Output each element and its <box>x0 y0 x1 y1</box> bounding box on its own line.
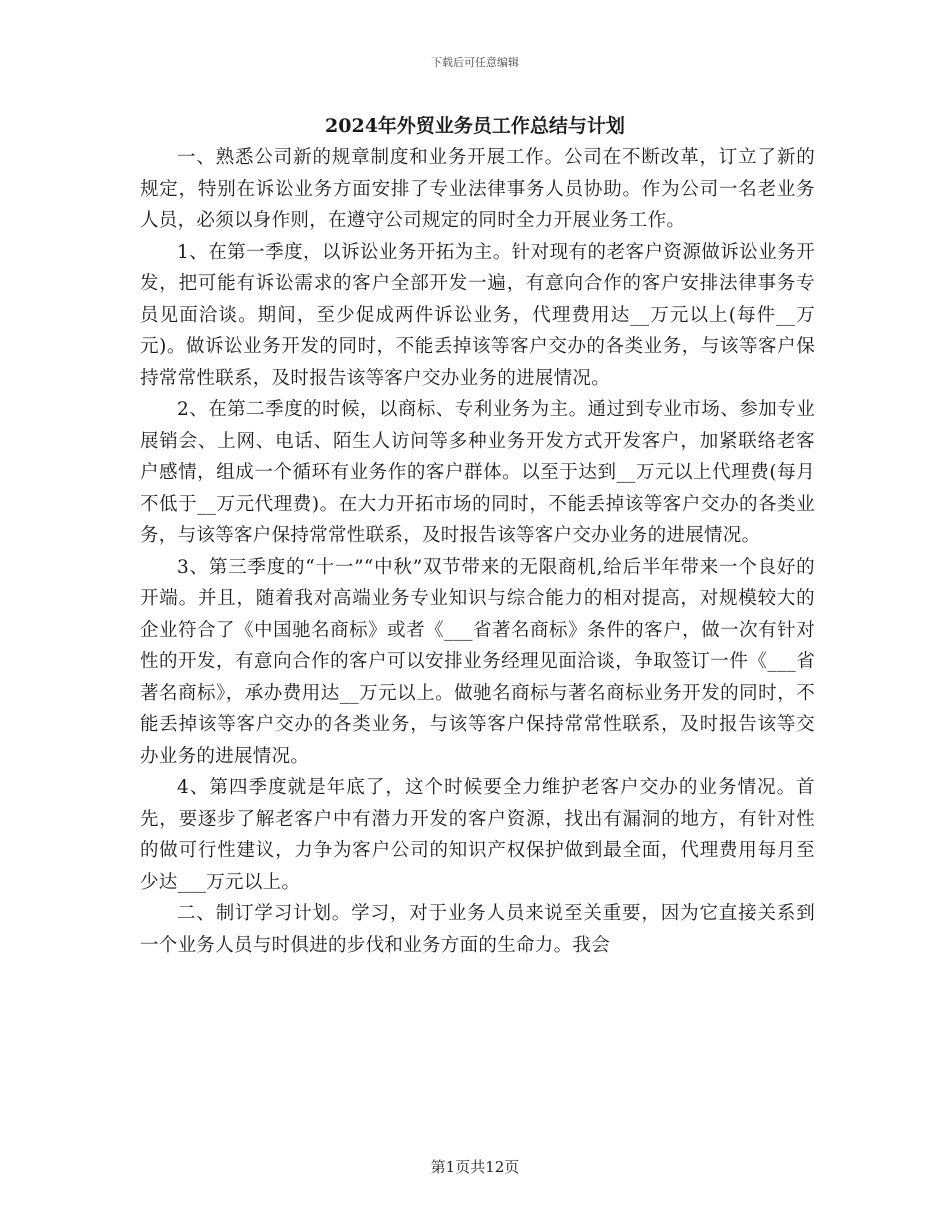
page-number: 第1页共12页 <box>430 1158 520 1176</box>
paragraph-quarter-two: 2、在第二季度的时候，以商标、专利业务为主。通过到专业市场、参加专业展销会、上网、电话、陌生人访问等多种业务开发方式开发客户，加紧联络老客户感情，组成一个循环有业务作的客户群体。以至于达到__万元以上代理费(每月不低于__万元代理费)。在大力开拓市场的同时，不能丢掉该等客户交办的各类业务，与该等客户保持常常性联系，及时报告该等客户交办业务的进展情况。 <box>140 399 815 546</box>
paragraph-section-one: 一、熟悉公司新的规章制度和业务开展工作。公司在不断改革，订立了新的规定，特别在诉讼业务方面安排了专业法律事务人员协助。作为公司一名老业务人员，必须以身作则，在遵守公司规定的同时全力开展业务工作。 <box>140 147 815 231</box>
document-title: 2024年外贸业务员工作总结与计划 <box>325 115 625 137</box>
document-body <box>140 142 815 961</box>
paragraph-quarter-one: 1、在第一季度，以诉讼业务开拓为主。针对现有的老客户资源做诉讼业务开发，把可能有诉讼需求的客户全部开发一遍，有意向合作的客户安排法律事务专员见面洽谈。期间，至少促成两件诉讼业务，代理费用达__万元以上(每件__万元)。做诉讼业务开发的同时，不能丢掉该等客户交办的各类业务，与该等客户保持常常性联系，及时报告该等客户交办业务的进展情况。 <box>140 241 815 389</box>
paragraph-section-two: 二、制订学习计划。学习，对于业务人员来说至关重要，因为它直接关系到一个业务人员与时俱进的步伐和业务方面的生命力。我会 <box>140 903 815 956</box>
paragraph-quarter-four: 4、第四季度就是年底了，这个时候要全力维护老客户交办的业务情况。首先，要逐步了解老客户中有潜力开发的客户资源，找出有漏洞的地方，有针对性的做可行性建议，力争为客户公司的知识产权保护做到最全面，代理费用每月至少达___万元以上。 <box>140 777 815 893</box>
page-header-note: 下载后可任意编辑 <box>431 56 519 69</box>
paragraph-quarter-three: 3、第三季度的“十一”“中秋”双节带来的无限商机,给后半年带来一个良好的开端。并且，随着我对高端业务专业知识与综合能力的相对提高，对规模较大的企业符合了《中国驰名商标》或者《___省著名商标》条件的客户，做一次有针对性的开发，有意向合作的客户可以安排业务经理见面洽谈，争取签订一件《___省著名商标》，承办费用达__万元以上。做驰名商标与著名商标业务开发的同时，不能丢掉该等客户交办的各类业务，与该等客户保持常常性联系，及时报告该等交办业务的进展情况。 <box>140 556 815 767</box>
